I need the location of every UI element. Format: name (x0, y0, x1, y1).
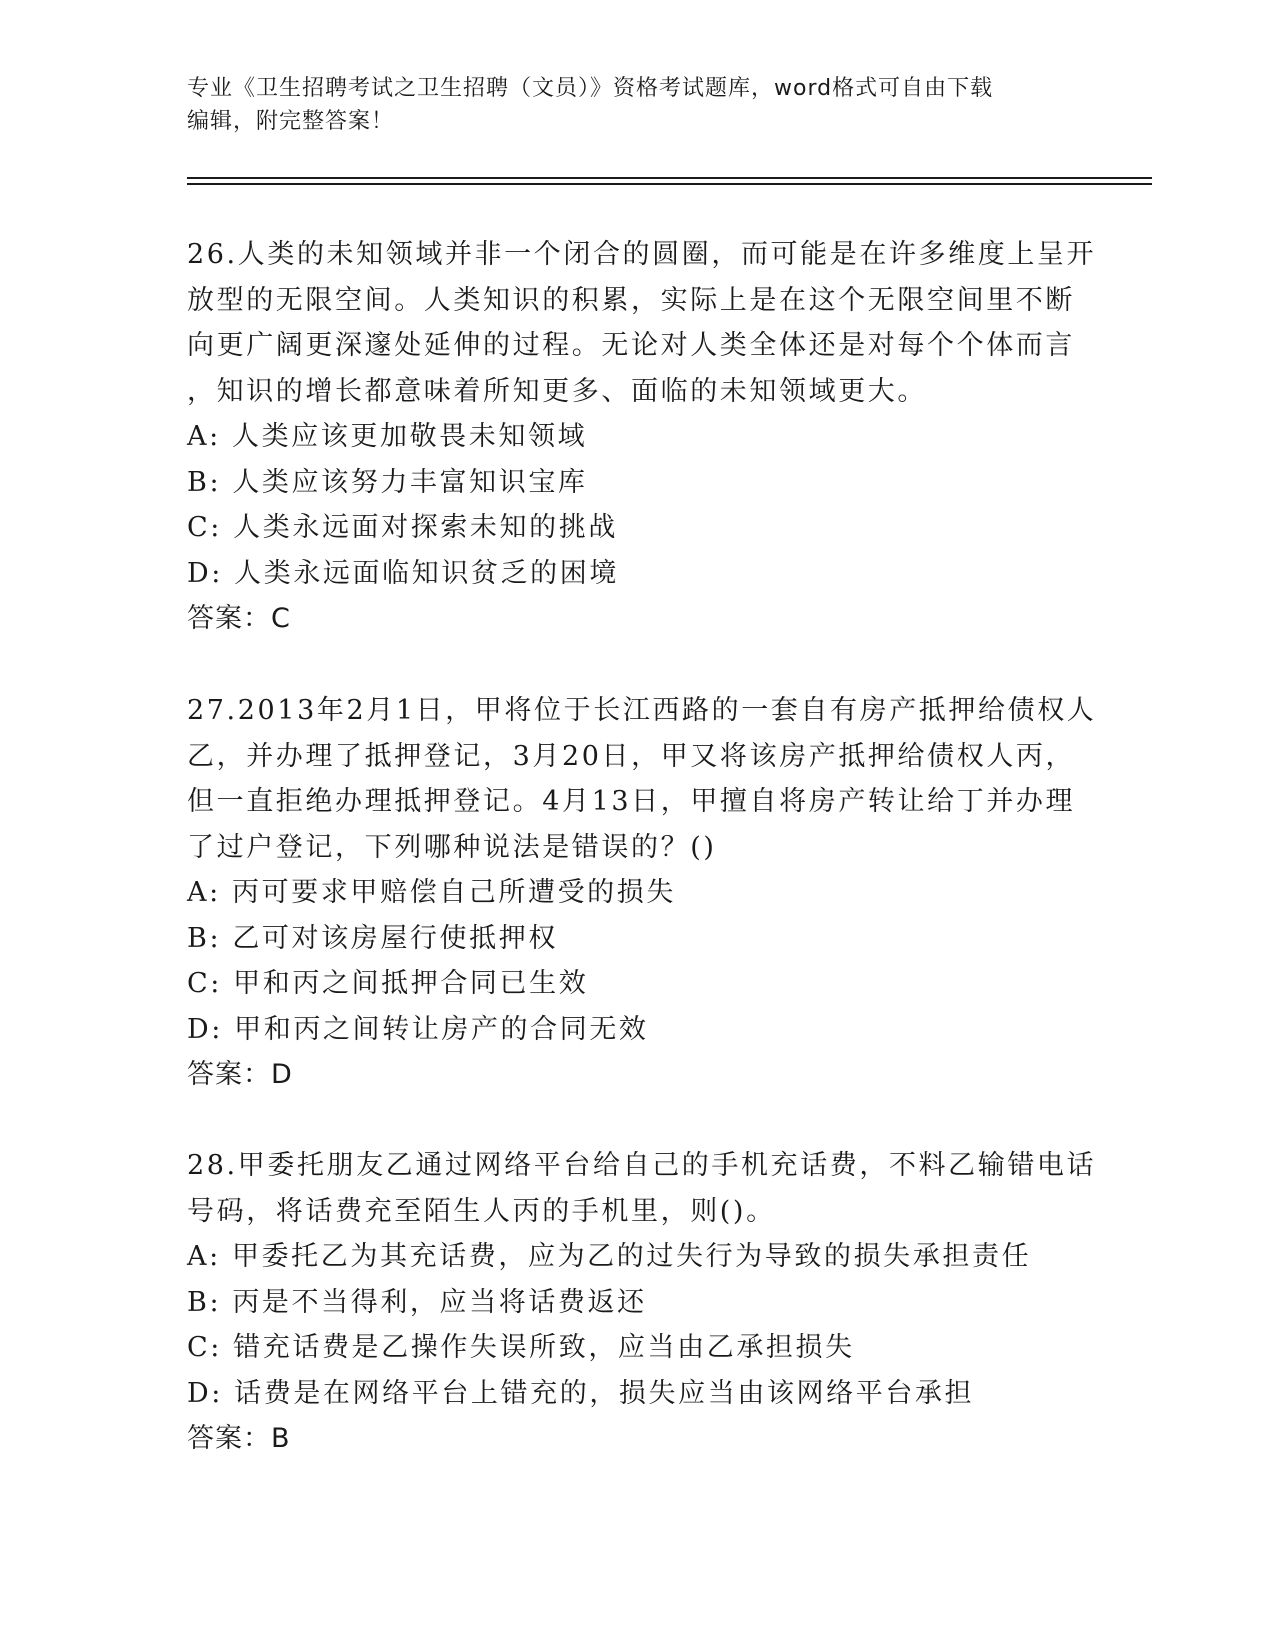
option-a: A: 甲委托乙为其充话费，应为乙的过失行为导致的损失承担责任 (187, 1241, 1032, 1272)
question-stem (187, 1143, 1097, 1234)
header-line-1: 专业《卫生招聘考试之卫生招聘（文员）》资格考试题库，word格式可自由下载 (187, 76, 994, 101)
stem-line: 28.甲委托朋友乙通过网络平台给自己的手机充话费，不料乙输错电话 (187, 1150, 1097, 1181)
option-c: C: 人类永远面对探索未知的挑战 (187, 512, 618, 543)
document-header (187, 72, 1067, 138)
stem-line: 了过户登记，下列哪种说法是错误的？() (187, 831, 717, 863)
header-divider-bottom (187, 183, 1152, 185)
answer: 答案：B (187, 1423, 291, 1454)
stem-line: 号码，将话费充至陌生人丙的手机里，则()。 (187, 1195, 776, 1227)
question-26 (187, 232, 1097, 642)
option-d: D: 甲和丙之间转让房产的合同无效 (187, 1013, 649, 1045)
option-c: C: 甲和丙之间抵押合同已生效 (187, 968, 589, 999)
stem-line: 乙，并办理了抵押登记，3月20日，甲又将该房产抵押给债权人丙， (187, 740, 1076, 772)
stem-line: 但一直拒绝办理抵押登记。4月13日，甲擅自将房产转让给丁并办理 (187, 786, 1076, 817)
option-b: B: 人类应该努力丰富知识宝库 (187, 466, 588, 498)
question-27 (187, 688, 1097, 1098)
stem-line: ，知识的增长都意味着所知更多、面临的未知领域更大。 (187, 375, 927, 407)
option-a: A: 丙可要求甲赔偿自己所遭受的损失 (187, 877, 676, 908)
answer: 答案：D (187, 1059, 293, 1090)
question-stem (187, 688, 1097, 870)
option-d: D: 话费是在网络平台上错充的，损失应当由该网络平台承担 (187, 1377, 975, 1409)
stem-line: 向更广阔更深邃处延伸的过程。无论对人类全体还是对每个个体而言 (187, 330, 1075, 361)
stem-line: 26.人类的未知领域并非一个闭合的圆圈，而可能是在许多维度上呈开 (187, 239, 1097, 270)
answer: 答案：C (187, 603, 291, 634)
option-b: B: 丙是不当得利，应当将话费返还 (187, 1286, 647, 1318)
header-line-2: 编辑，附完整答案！ (187, 109, 395, 134)
option-a: A: 人类应该更加敬畏未知领域 (187, 421, 588, 452)
option-d: D: 人类永远面临知识贫乏的困境 (187, 557, 619, 589)
question-stem (187, 232, 1097, 414)
stem-line: 27.2013年2月1日，甲将位于长江西路的一套自有房产抵押给债权人 (187, 695, 1097, 726)
header-divider-top (187, 177, 1152, 179)
question-28 (187, 1143, 1097, 1462)
option-c: C: 错充话费是乙操作失误所致，应当由乙承担损失 (187, 1332, 855, 1363)
option-b: B: 乙可对该房屋行使抵押权 (187, 922, 558, 954)
stem-line: 放型的无限空间。人类知识的积累，实际上是在这个无限空间里不断 (187, 284, 1075, 316)
